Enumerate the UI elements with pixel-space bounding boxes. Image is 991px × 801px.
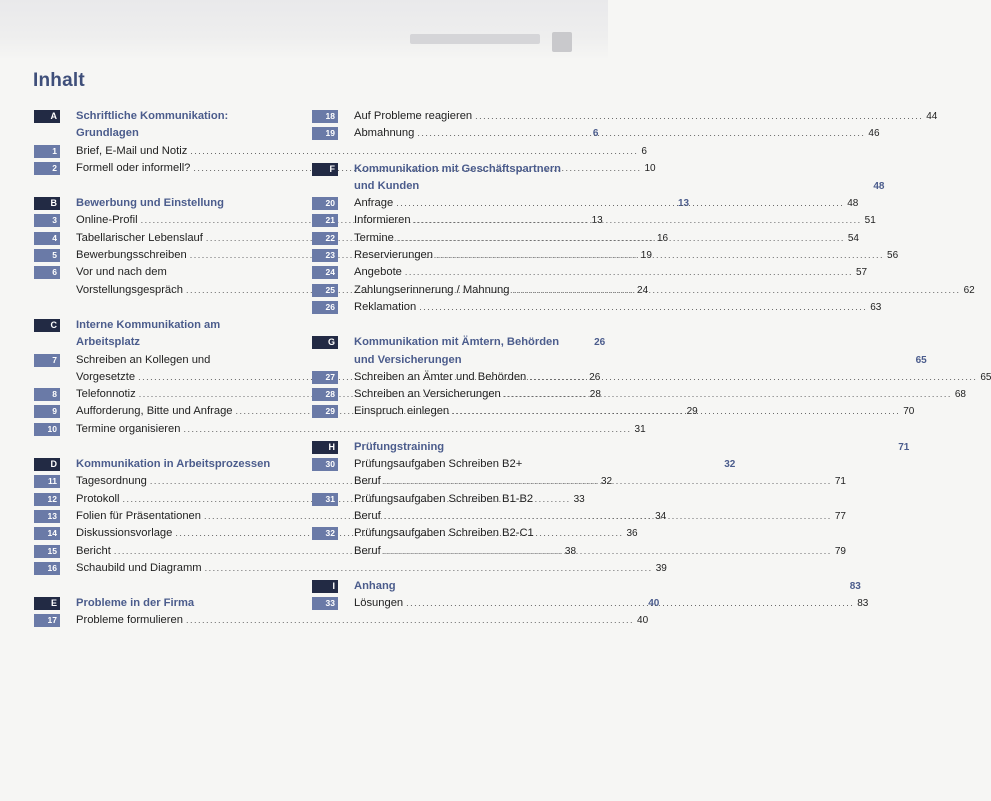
section-title: Kommunikation mit Ämtern, Behörden xyxy=(354,336,560,349)
chapter-title: Diskussionsvorlage xyxy=(76,527,173,540)
dot-leader xyxy=(436,247,884,264)
chapter-number-badge: 16 xyxy=(34,562,60,575)
chapter-number-badge: 18 xyxy=(312,110,338,123)
chapter-title: Informieren xyxy=(354,214,411,227)
chapter-number-badge: 21 xyxy=(312,214,338,227)
toc-entry[interactable] xyxy=(312,108,938,125)
page-number: 48 xyxy=(873,180,885,192)
entry-text xyxy=(354,386,966,403)
entry-line xyxy=(354,178,884,195)
entry-text xyxy=(354,439,909,456)
chapter-number-badge: 6 xyxy=(34,266,60,279)
page-number: 48 xyxy=(847,198,859,210)
chapter-title: Beruf xyxy=(354,475,381,488)
toc-section-heading[interactable] xyxy=(312,439,910,456)
page-number: 68 xyxy=(954,389,966,401)
entry-line xyxy=(354,473,846,490)
chapter-number-badge: 20 xyxy=(312,197,338,210)
page-corner-marker xyxy=(552,32,572,52)
page-number: 19 xyxy=(640,250,652,262)
section-letter-badge: B xyxy=(34,197,60,210)
chapter-number-badge: 9 xyxy=(34,405,60,418)
section-title: Grundlagen xyxy=(76,127,139,140)
dot-leader xyxy=(419,299,867,316)
chapter-number-badge: 15 xyxy=(34,545,60,558)
chapter-title: Brief, E-Mail und Notiz xyxy=(76,144,188,157)
chapter-title: Termine organisieren xyxy=(76,422,181,435)
chapter-number-badge: 26 xyxy=(312,301,338,314)
section-letter-badge: F xyxy=(312,163,338,176)
chapter-title: Vorgesetzte xyxy=(76,370,136,383)
entry-text xyxy=(354,595,868,612)
entry-line xyxy=(354,230,859,247)
page-number: 79 xyxy=(834,545,846,557)
entry-line xyxy=(354,491,846,508)
chapter-title: Telefonnotiz xyxy=(76,388,136,401)
page-number: 13 xyxy=(678,198,690,210)
dot-leader xyxy=(384,543,832,560)
chapter-number-badge: 14 xyxy=(34,527,60,540)
page-title: Inhalt xyxy=(33,70,85,91)
entry-text xyxy=(354,578,861,595)
page-number: 26 xyxy=(594,337,606,349)
entry-text xyxy=(354,369,991,386)
entry-text xyxy=(354,195,858,212)
chapter-number-badge: 29 xyxy=(312,405,338,418)
dot-leader xyxy=(396,195,844,212)
section-title: Schriftliche Kommunikation: xyxy=(76,110,229,122)
section-title: Probleme in der Firma xyxy=(76,597,195,610)
chapter-number-badge: 1 xyxy=(34,145,60,158)
section-letter-badge: G xyxy=(312,336,338,349)
chapter-title: Prüfungsaufgaben Schreiben B2+ xyxy=(354,458,523,471)
chapter-number-badge: 25 xyxy=(312,284,338,297)
page-number: 38 xyxy=(564,545,577,557)
page-number: 24 xyxy=(637,284,649,296)
chapter-title: Zahlungserinnerung / Mahnung xyxy=(354,283,510,296)
chapter-number-badge: 30 xyxy=(312,458,338,471)
entry-line xyxy=(354,108,937,125)
entry-text xyxy=(354,161,884,196)
chapter-number-badge: 22 xyxy=(312,232,338,245)
page-number: 46 xyxy=(868,128,880,140)
chapter-title: Prüfungsaufgaben Schreiben B2-C1 xyxy=(354,527,534,540)
chapter-number-badge: 28 xyxy=(312,388,338,401)
page-number: 16 xyxy=(656,232,669,244)
chapter-number-badge: 24 xyxy=(312,266,338,279)
entry-line xyxy=(354,525,846,542)
entry-text xyxy=(354,456,846,491)
chapter-title: Folien für Präsentationen xyxy=(76,509,202,522)
page-number: 36 xyxy=(626,528,638,540)
chapter-number-badge: 4 xyxy=(34,232,60,245)
chapter-title: Formell oder informell? xyxy=(76,161,191,174)
page-number: 71 xyxy=(898,441,910,453)
section-title: Kommunikation mit Geschäftspartnern xyxy=(354,162,562,175)
chapter-title: Auf Probleme reagieren xyxy=(354,110,473,122)
entry-line xyxy=(354,369,991,386)
entry-text xyxy=(354,125,880,142)
toc-entry[interactable] xyxy=(312,386,966,403)
page-number: 32 xyxy=(724,459,736,471)
dot-leader xyxy=(504,386,952,403)
chapter-title: Reservierungen xyxy=(354,249,433,262)
chapter-number-badge: 17 xyxy=(34,614,60,627)
entry-line xyxy=(354,334,927,351)
page-number: 6 xyxy=(641,145,647,157)
entry-line xyxy=(354,195,858,212)
section-letter-badge: A xyxy=(34,110,60,123)
section-title: und Kunden xyxy=(354,179,420,192)
entry-text xyxy=(354,525,846,560)
toc-entry[interactable] xyxy=(34,421,646,438)
chapter-number-badge: 11 xyxy=(34,475,60,488)
chapter-title: Beruf xyxy=(354,544,381,557)
chapter-number-badge: 27 xyxy=(312,371,338,384)
page-top-band xyxy=(0,0,608,60)
chapter-title: Schreiben an Kollegen und xyxy=(76,353,211,366)
entry-line xyxy=(354,439,909,456)
chapter-number-badge: 3 xyxy=(34,214,60,227)
entry-text xyxy=(354,299,881,316)
entry-line xyxy=(354,264,867,281)
chapter-number-badge: 2 xyxy=(34,162,60,175)
dot-leader xyxy=(452,403,900,420)
chapter-title: Online-Profil xyxy=(76,214,138,227)
entry-line xyxy=(354,212,876,229)
page-number: 32 xyxy=(600,476,613,488)
entry-line xyxy=(354,456,846,473)
entry-line xyxy=(354,125,880,142)
toc-entry[interactable] xyxy=(34,560,667,577)
chapter-title: Beruf xyxy=(354,509,381,522)
section-letter-badge: H xyxy=(312,441,338,454)
chapter-title: Angebote xyxy=(354,266,402,279)
page-number: 77 xyxy=(834,510,846,522)
section-title: Kommunikation in Arbeitsprozessen xyxy=(76,458,271,471)
chapter-number-badge: 19 xyxy=(312,127,338,140)
dot-leader xyxy=(529,369,977,386)
entry-line xyxy=(354,543,846,560)
entry-text xyxy=(354,264,867,281)
entry-line xyxy=(354,352,927,369)
toc-section-heading[interactable] xyxy=(312,578,861,595)
toc-entry[interactable] xyxy=(312,403,915,420)
chapter-title: Termine xyxy=(354,231,394,244)
section-title: Bewerbung und Einstellung xyxy=(76,197,224,210)
page-number: 28 xyxy=(589,389,601,401)
chapter-number-badge: 8 xyxy=(34,388,60,401)
toc-entry[interactable] xyxy=(312,299,882,316)
page-number: 34 xyxy=(655,510,667,522)
chapter-number-badge: 31 xyxy=(312,493,338,506)
page-number: 54 xyxy=(847,232,859,244)
toc-section xyxy=(312,108,938,143)
section-title: Arbeitsplatz xyxy=(76,336,141,349)
entry-line xyxy=(354,578,861,595)
page-number: 13 xyxy=(591,215,603,227)
chapter-number-badge: 5 xyxy=(34,249,60,262)
chapter-title: Tabellarischer Lebenslauf xyxy=(76,231,203,244)
chapter-title: Vorstellungsgespräch xyxy=(76,283,183,296)
chapter-title: Schaubild und Diagramm xyxy=(76,561,202,574)
page-number: 65 xyxy=(915,354,927,366)
entry-line xyxy=(354,403,914,420)
chapter-number-badge: 32 xyxy=(312,527,338,540)
toc-entry[interactable] xyxy=(34,143,647,160)
dot-leader xyxy=(397,230,845,247)
chapter-title: Probleme formulieren xyxy=(76,614,183,627)
chapter-number-badge: 33 xyxy=(312,597,338,610)
entry-text xyxy=(354,403,914,420)
dot-leader xyxy=(406,595,854,612)
entry-text xyxy=(354,247,898,264)
section-title: Anhang xyxy=(354,579,396,592)
section-title: Interne Kommunikation am xyxy=(76,318,221,331)
entry-text xyxy=(354,491,846,526)
entry-text xyxy=(354,212,876,229)
dot-leader xyxy=(414,212,862,229)
entry-line xyxy=(354,386,966,403)
chapter-title: Schreiben an Ämter und Behörden xyxy=(354,370,527,383)
toc-entry[interactable] xyxy=(34,612,649,629)
toc-entry[interactable] xyxy=(312,264,868,281)
dot-leader xyxy=(513,282,961,299)
page-number: 40 xyxy=(648,598,660,610)
page-number: 33 xyxy=(573,493,585,505)
entry-line xyxy=(354,508,846,525)
page-number: 6 xyxy=(592,128,599,140)
chapter-title: Anfrage xyxy=(354,197,394,210)
chapter-title: Bericht xyxy=(76,544,111,557)
page-number: 31 xyxy=(634,423,646,435)
section-letter-badge: I xyxy=(312,580,338,593)
page-number: 29 xyxy=(686,406,698,418)
dot-leader xyxy=(384,508,832,525)
page-number: 40 xyxy=(637,615,649,627)
page-number: 65 xyxy=(980,371,991,383)
dot-leader xyxy=(384,473,832,490)
chapter-title: Abmahnung xyxy=(354,127,415,140)
chapter-title: Einspruch einlegen xyxy=(354,405,450,418)
section-letter-badge: E xyxy=(34,597,60,610)
chapter-title: Reklamation xyxy=(354,300,417,313)
page-number: 71 xyxy=(834,476,846,488)
dot-leader xyxy=(405,264,853,281)
chapter-title: Aufforderung, Bitte und Anfrage xyxy=(76,405,233,418)
page-number: 62 xyxy=(963,284,975,296)
dot-leader xyxy=(417,125,865,142)
chapter-number-badge: 12 xyxy=(34,493,60,506)
entry-line xyxy=(354,299,881,316)
page-number: 44 xyxy=(926,111,938,122)
entry-text xyxy=(354,230,859,247)
running-header-placeholder xyxy=(410,34,540,44)
page-number: 39 xyxy=(655,562,667,574)
entry-text xyxy=(354,334,927,369)
chapter-number-badge: 10 xyxy=(34,423,60,436)
chapter-title: Prüfungsaufgaben Schreiben B1-B2 xyxy=(354,492,534,505)
section-title: Prüfungstraining xyxy=(354,440,445,453)
chapter-title: Lösungen xyxy=(354,597,404,610)
chapter-number-badge: 23 xyxy=(312,249,338,262)
entry-text xyxy=(354,108,937,125)
entry-line xyxy=(354,247,898,264)
page-number: 70 xyxy=(903,406,915,418)
page-number: 63 xyxy=(870,301,882,313)
chapter-title: Schreiben an Versicherungen xyxy=(354,388,501,401)
page-number: 83 xyxy=(857,598,869,610)
page-number: 56 xyxy=(887,250,899,262)
entry-line xyxy=(354,282,975,299)
chapter-title: Bewerbungsschreiben xyxy=(76,249,187,262)
section-letter-badge: D xyxy=(34,458,60,471)
chapter-number-badge: 13 xyxy=(34,510,60,523)
dot-leader xyxy=(475,108,923,125)
entry-line xyxy=(354,595,868,612)
chapter-title: Vor und nach dem xyxy=(76,266,167,279)
toc-entry[interactable] xyxy=(312,125,880,142)
entry-text xyxy=(354,282,975,299)
page-number: 83 xyxy=(849,580,861,592)
chapter-title: Protokoll xyxy=(76,492,120,505)
chapter-number-badge: 7 xyxy=(34,354,60,367)
page-number: 26 xyxy=(589,371,601,383)
section-letter-badge: C xyxy=(34,319,60,332)
section-title: und Versicherungen xyxy=(354,353,462,366)
page-number: 51 xyxy=(864,215,876,227)
entry-line xyxy=(354,161,884,178)
chapter-title: Tagesordnung xyxy=(76,475,147,488)
page-number: 57 xyxy=(855,267,868,279)
page-number: 10 xyxy=(644,162,656,174)
